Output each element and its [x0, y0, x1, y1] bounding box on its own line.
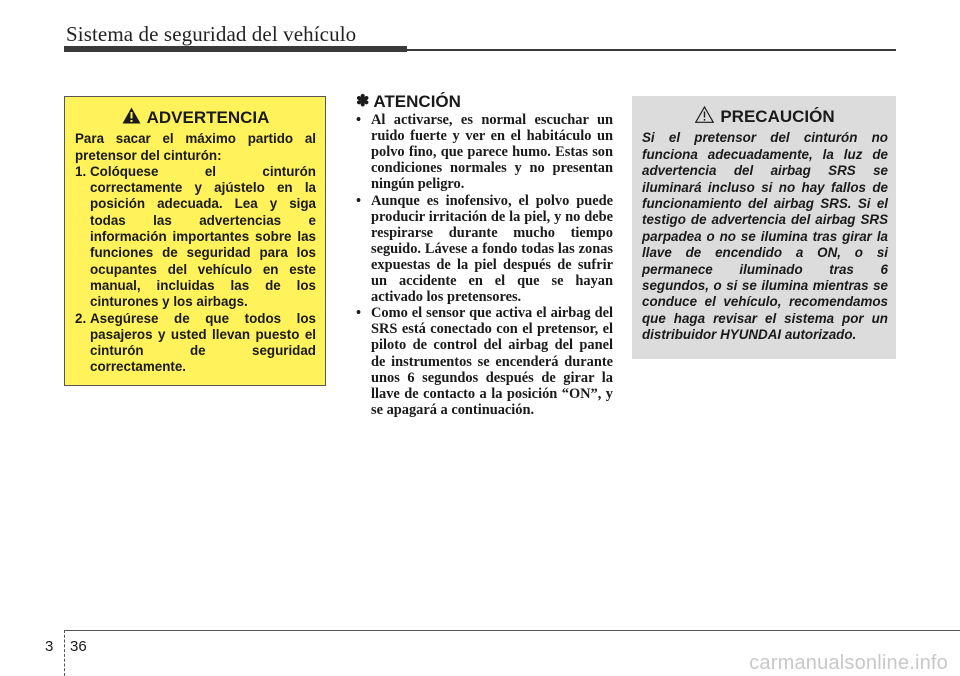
header-rule-thick [64, 46, 407, 52]
caution-triangle-icon [695, 106, 714, 127]
footer-rule [64, 630, 960, 631]
caution-heading [642, 106, 888, 127]
bullet-text: Al activarse, es normal escuchar un ruido fuerte y ver en el habitáculo un polvo fino, que parece humo. Estas son condiciones normales y no presentan ningún peligro. [371, 112, 613, 193]
warning-title: ADVERTENCIA [146, 107, 270, 127]
attention-section [356, 94, 613, 418]
bullet-mark: • [356, 305, 362, 322]
warning-item-number: 1. [75, 163, 87, 179]
bullet-text: Aunque es inofensivo, el polvo puede producir irritación de la piel, y no debe respirarse durante mucho tiempo seguido. Lávese a fondo todas las zonas expuestas de la piel después de sufrir un accidente en el que se hayan activado los pretensores. [371, 192, 613, 306]
header-rule-thin [407, 49, 896, 51]
attention-heading [356, 94, 613, 110]
warning-triangle-icon [122, 107, 141, 128]
attention-bullet [356, 193, 613, 306]
warning-item-text: Asegúrese de que todos los pasajeros y usted llevan puesto el cinturón de seguridad correctamente. [90, 310, 316, 375]
bullet-mark: • [356, 192, 362, 209]
asterisk-icon: ✽ [356, 93, 370, 110]
caution-box [632, 96, 896, 359]
attention-bullet [356, 305, 613, 418]
caution-title: PRECAUCIÓN [720, 106, 835, 126]
footer-separator [64, 630, 65, 676]
warning-item-text: Colóquese el cinturón correctamente y ajústelo en la posición adecuada. Lea y siga todas las advertencias e información importantes sobre las funciones de seguridad para los ocupantes del vehículo en este manual, incluidas las de los cinturones y los airbags. [90, 163, 316, 310]
warning-heading [75, 107, 316, 128]
caution-text: Si el pretensor del cinturón no funciona adecuadamente, la luz de advertencia del airbag SRS se iluminará incluso si no hay fallos de funcionamiento del airbag SRS. Si el testigo de advertencia del airbag SRS parpadea o no se ilumina tras girar la llave de encendido a ON, o si permanece iluminado tras 6 segundos, o si se ilumina mientras se conduce el vehículo, recomendamos que haga revisar el sistema por un distribuidor HYUNDAI autorizado. [642, 130, 888, 343]
attention-title: ATENCIÓN [373, 92, 461, 111]
warning-box [64, 96, 326, 386]
warning-item [75, 164, 316, 311]
page-number: 36 [70, 638, 87, 655]
section-number: 3 [45, 638, 54, 655]
bullet-mark: • [356, 112, 362, 129]
page-header-title: Sistema de seguridad del vehículo [66, 22, 357, 46]
watermark: carmanualsonline.info [749, 652, 948, 674]
attention-bullet [356, 112, 613, 192]
warning-item [75, 311, 316, 376]
bullet-text: Como el sensor que activa el airbag del SRS está conectado con el pretensor, el piloto de control del airbag del panel de instrumentos se encenderá durante unos 6 segundos después de girar la llave de contacto a la posición “ON”, y se apagará a continuación. [371, 305, 613, 418]
warning-item-number: 2. [75, 310, 87, 326]
warning-intro: Para sacar el máximo partido al pretensor del cinturón: [75, 131, 316, 163]
